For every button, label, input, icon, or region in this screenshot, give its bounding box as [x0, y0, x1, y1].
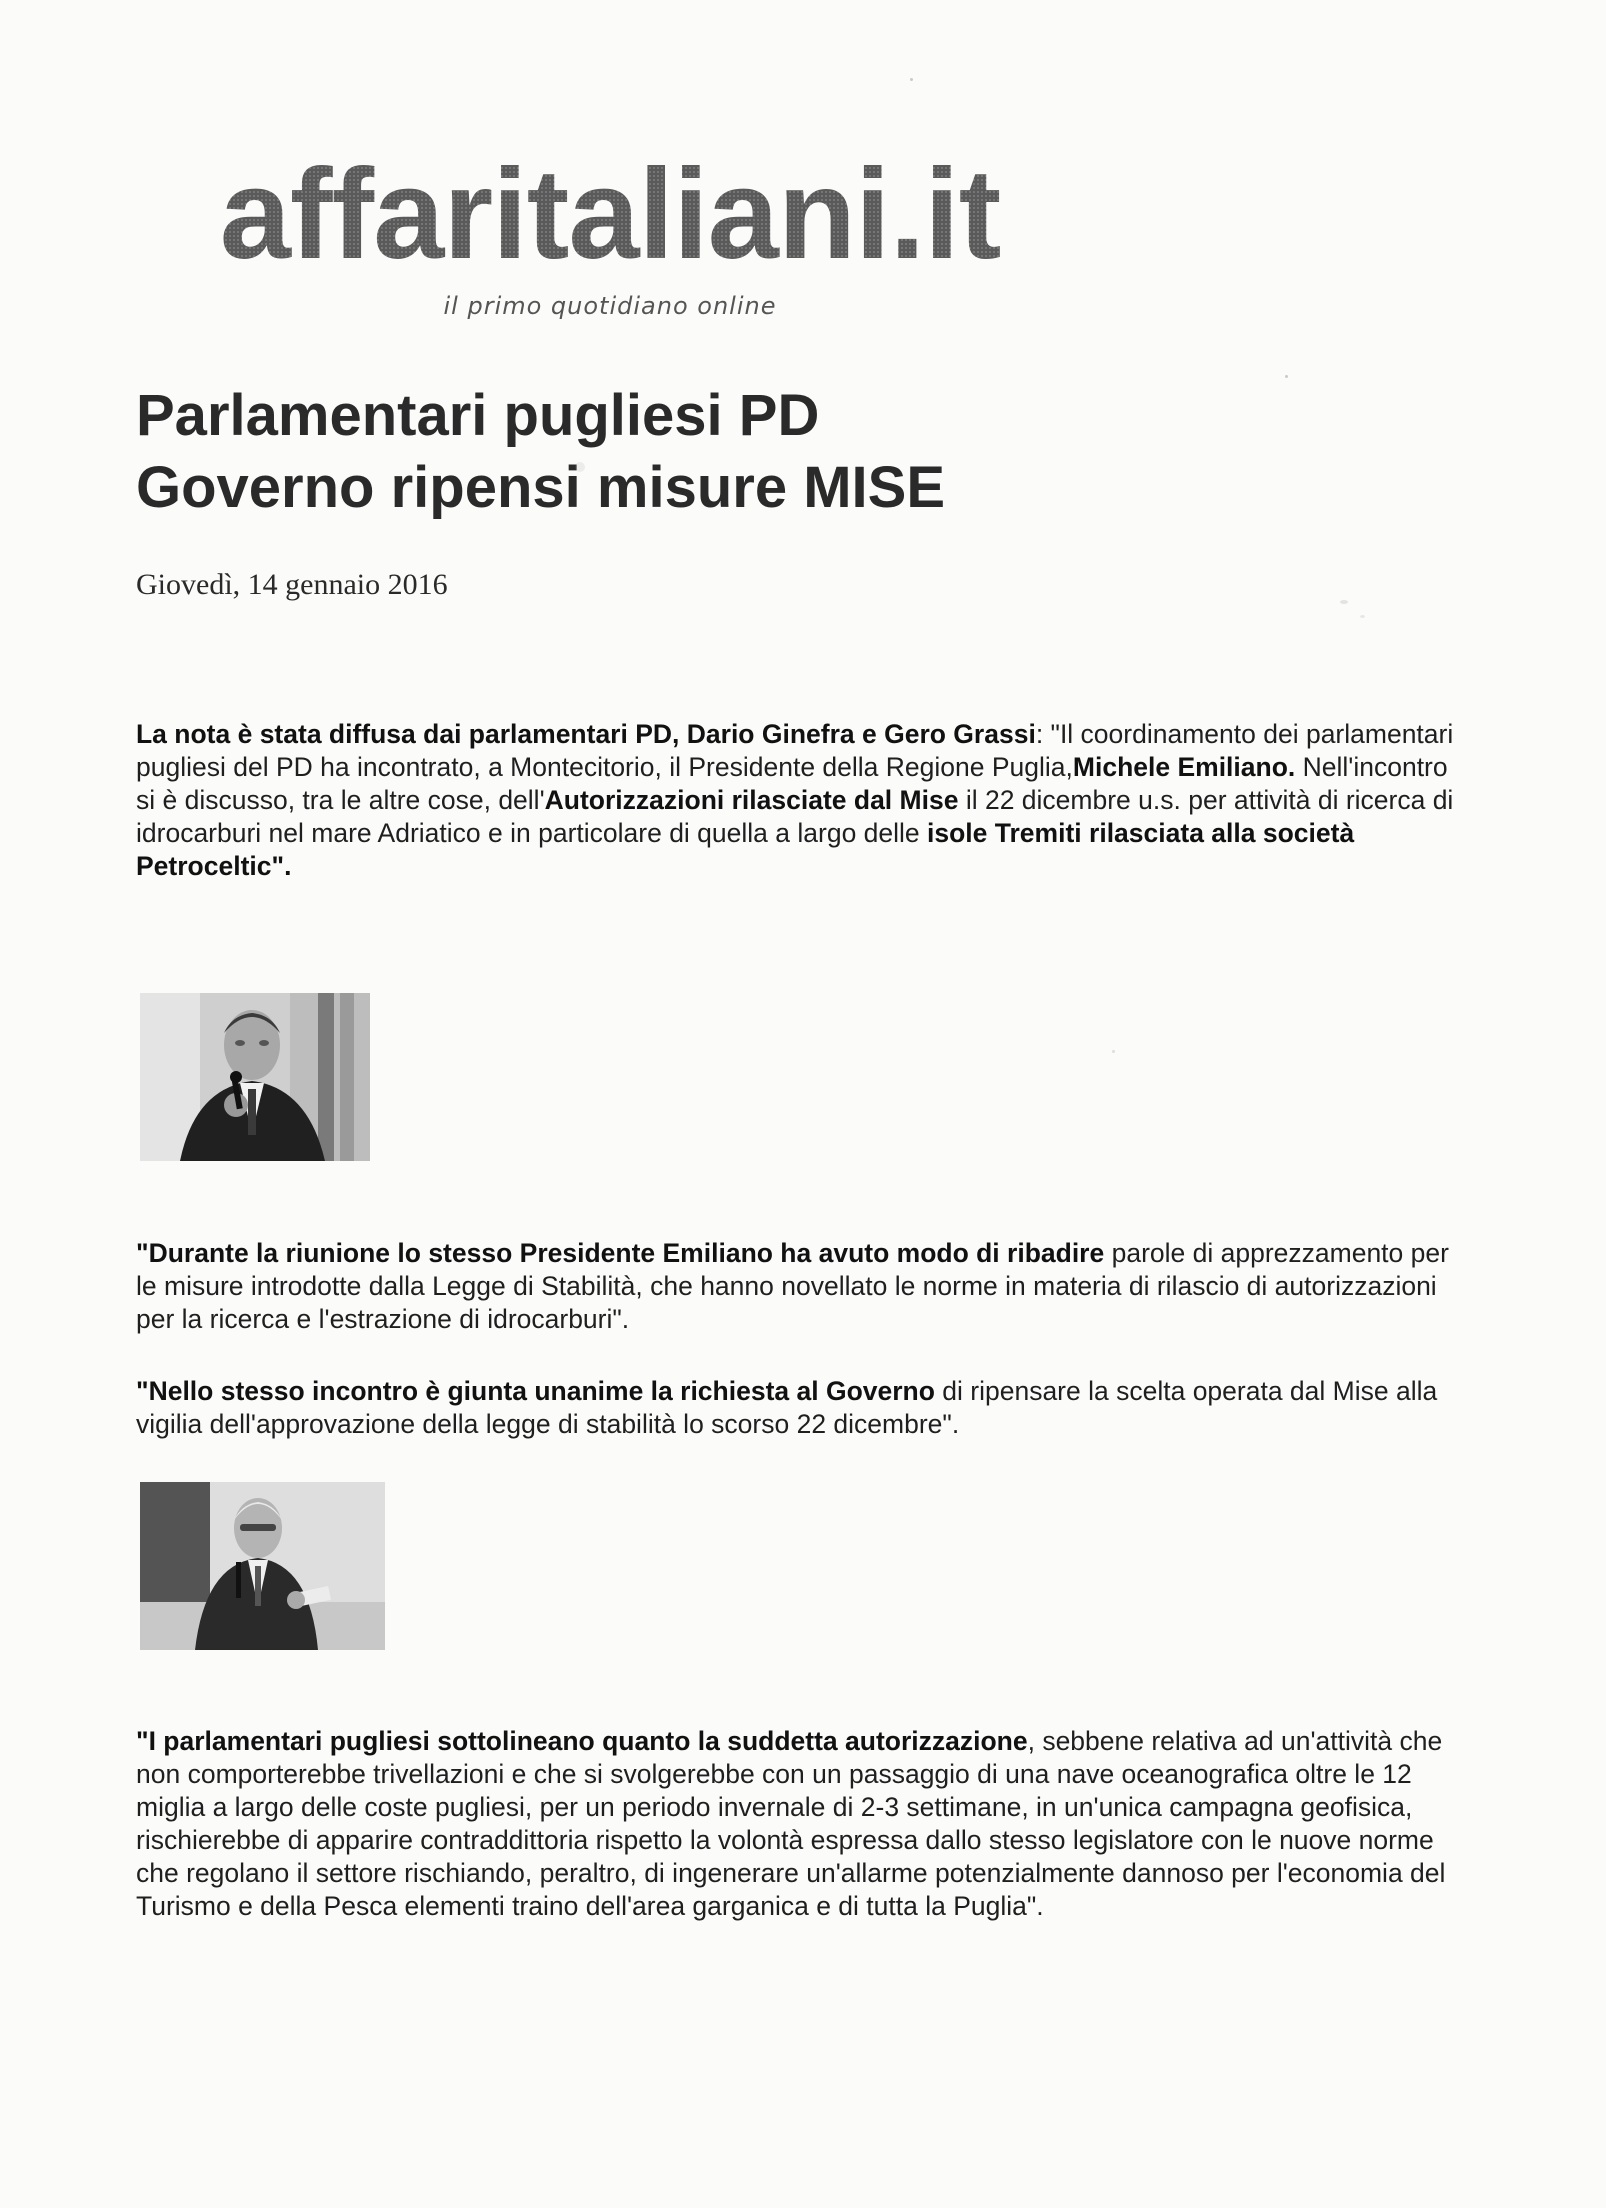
logo-text: affaritaliani.it — [219, 150, 1001, 280]
headline-line-2: Governo ripensi misure MISE — [136, 455, 945, 520]
masthead-tagline: il primo quotidiano online — [443, 292, 777, 320]
paragraph-4-bold-1: "I parlamentari pugliesi sottolineano quanto la suddetta autorizzazione — [136, 1726, 1028, 1756]
article-paragraph-2 — [136, 1237, 1466, 1336]
article-date: Giovedì, 14 gennaio 2016 — [136, 568, 448, 601]
headline-line-1: Parlamentari pugliesi PD — [136, 383, 820, 448]
paragraph-3-text-1: di ripensare la scelta operata dal Mise alla vigilia dell'approvazione della legge di stabilità lo scorso 22 dicembre". — [136, 1376, 1438, 1439]
photo-speaker-1 — [140, 993, 370, 1161]
paragraph-1-bold-3: Autorizzazioni rilasciate dal Mise — [544, 785, 959, 815]
paragraph-1-text-2: Nell'incontro si è discusso, tra le altre cose, dell' — [136, 752, 1448, 815]
paragraph-1-bold-4: isole Tremiti rilasciata alla società Petroceltic". — [136, 818, 1355, 881]
paragraph-2-text-1: parole di apprezzamento per le misure introdotte dalla Legge di Stabilità, che hanno novellato le norme in materia di rilascio di autorizzazioni per la ricerca e l'estrazione di idrocarburi". — [136, 1238, 1449, 1334]
scan-speck — [910, 78, 913, 81]
scan-speck — [1285, 375, 1288, 378]
scan-speck — [575, 462, 585, 472]
article-headline — [136, 380, 1436, 524]
affaritaliani-logo — [140, 150, 1080, 280]
paragraph-4-text-1: , sebbene relativa ad un'attività che non comporterebbe trivellazioni e che si svolgerebbe con un passaggio di una nave oceanografica oltre le 12 miglia a largo delle coste pugliesi, per un periodo invernale di 2-3 settimane, in un'unica campagna geofisica, rischierebbe di apparire contraddittoria rispetto la volontà espressa dallo stesso legislatore con le nuove norme che regolano il settore rischiando, peraltro, di ingenerare un'allarme potenzialmente dannoso per l'economia del Turismo e della Pesca elementi traino dell'area garganica e di tutta la Puglia". — [136, 1726, 1446, 1921]
article-paragraph-4 — [136, 1725, 1466, 1923]
scan-speck — [1360, 615, 1365, 618]
paragraph-1-text-1: : "Il coordinamento dei parlamentari pugliesi del PD ha incontrato, a Montecitorio, il Presidente della Regione Puglia, — [136, 719, 1454, 782]
article-paragraph-1 — [136, 718, 1466, 883]
paragraph-1-bold-2: Michele Emiliano. — [1072, 752, 1296, 782]
photo-speaker-2 — [140, 1482, 385, 1650]
paragraph-1-bold-1: La nota è stata diffusa dai parlamentari PD, Dario Ginefra e Gero Grassi — [136, 719, 1036, 749]
paragraph-3-bold-1: "Nello stesso incontro è giunta unanime la richiesta al Governo — [136, 1376, 935, 1406]
paragraph-2-bold-1: "Durante la riunione lo stesso Presidente Emiliano ha avuto modo di ribadire — [136, 1238, 1105, 1268]
scan-speck — [1340, 600, 1348, 604]
paragraph-1-text-3: il 22 dicembre u.s. per attività di ricerca di idrocarburi nel mare Adriatico e in particolare di quella a largo delle — [136, 785, 1454, 848]
scan-speck — [1112, 1050, 1115, 1053]
article-paragraph-3 — [136, 1375, 1466, 1441]
